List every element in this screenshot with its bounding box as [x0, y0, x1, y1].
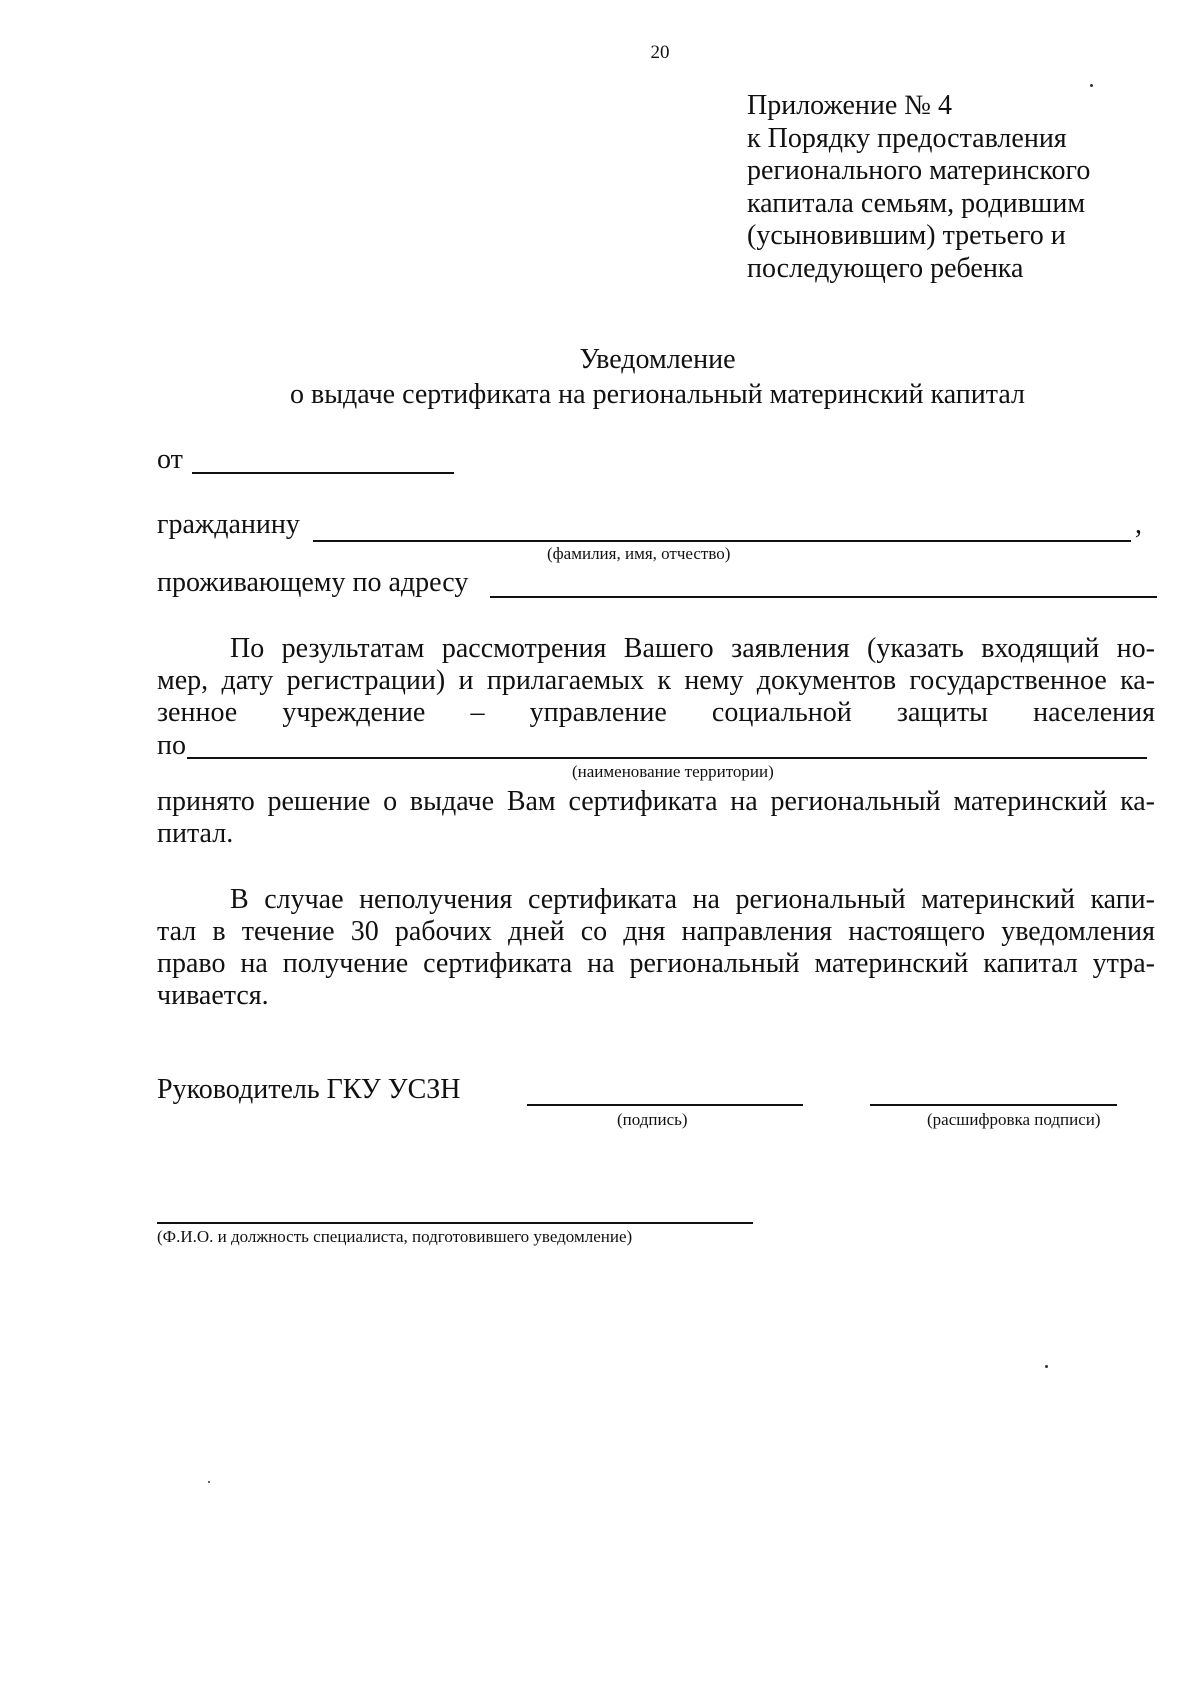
scan-speck: [1045, 1365, 1048, 1368]
address-label: проживающему по адресу: [157, 567, 469, 598]
appendix-line: регионального материнского: [747, 155, 1091, 186]
appendix-line: (усыновившим) третьего и: [747, 220, 1066, 251]
from-label: от: [157, 444, 183, 475]
scan-speck: [1090, 84, 1093, 87]
paragraph1-line: питал.: [157, 818, 234, 849]
head-label: Руководитель ГКУ УСЗН: [157, 1074, 461, 1105]
paragraph2-line: право на получение сертификата на региональный материнский капитал утра-: [157, 948, 1155, 979]
paragraph2-line: чивается.: [157, 980, 269, 1011]
specialist-blank[interactable]: [157, 1222, 753, 1224]
scan-speck: [208, 1481, 210, 1483]
paragraph2-line: тал в течение 30 рабочих дней со дня направления настоящего уведомления: [157, 916, 1155, 947]
paragraph1-line: зенное учреждение – управление социальной защиты населения: [157, 697, 1155, 728]
citizen-comma: ,: [1135, 509, 1142, 540]
appendix-line: капитала семьям, родившим: [747, 187, 1086, 219]
page-number: 20: [650, 42, 670, 63]
appendix-line: Приложение № 4: [747, 90, 952, 121]
paragraph1-line: По результатам рассмотрения Вашего заявления (указать входящий но-: [230, 633, 1155, 664]
citizen-label: гражданину: [157, 509, 300, 540]
specialist-hint: (Ф.И.О. и должность специалиста, подготовившего уведомление): [157, 1227, 633, 1246]
territory-hint: (наименование территории): [572, 762, 774, 781]
signature-hint: (подпись): [617, 1110, 688, 1129]
document-subtitle: о выдаче сертификата на региональный материнский капитал: [290, 379, 1025, 410]
from-blank[interactable]: [192, 472, 454, 474]
signature-decode-hint: (расшифровка подписи): [927, 1110, 1101, 1129]
paragraph1-line: мер, дату регистрации) и прилагаемых к нему документов государственное ка-: [157, 665, 1155, 696]
citizen-name-hint: (фамилия, имя, отчество): [547, 544, 731, 563]
appendix-line: к Порядку предоставления: [747, 122, 1067, 154]
document-title: Уведомление: [579, 344, 736, 375]
appendix-line: последующего ребенка: [747, 252, 1024, 284]
paragraph1-line: принято решение о выдаче Вам сертификата на региональный материнский ка-: [157, 786, 1155, 817]
territory-blank[interactable]: [187, 757, 1147, 759]
paragraph2-line: В случае неполучения сертификата на региональный материнский капи-: [230, 884, 1155, 915]
signature-blank[interactable]: [527, 1104, 803, 1106]
citizen-name-blank[interactable]: [313, 540, 1131, 542]
address-blank[interactable]: [490, 596, 1157, 598]
appendix-header: [747, 90, 1090, 285]
territory-label: по: [157, 730, 186, 761]
signature-decode-blank[interactable]: [870, 1104, 1117, 1106]
